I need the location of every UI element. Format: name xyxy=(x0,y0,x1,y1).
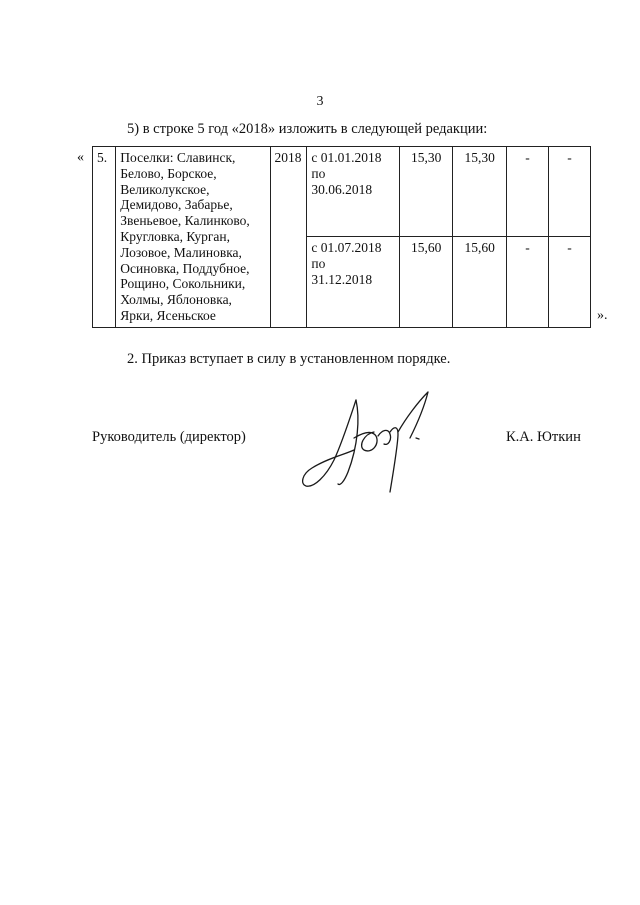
handwritten-signature xyxy=(298,388,438,508)
amendment-intro-text: 5) в строке 5 год «2018» изложить в следующей редакции: xyxy=(127,121,488,137)
order-effective-text: 2. Приказ вступает в силу в установленном порядке. xyxy=(127,351,451,367)
settlement-line: Ярки, Ясеньское xyxy=(120,307,216,323)
period-cell xyxy=(307,147,400,237)
settlement-line: Лозовое, Малиновка, xyxy=(120,244,242,260)
year-cell: 2018 xyxy=(270,147,307,328)
empty-value-cell: - xyxy=(506,147,548,237)
period-start: с 01.07.2018 xyxy=(311,240,382,256)
settlement-line: Поселки: Славинск, xyxy=(120,150,236,165)
settlement-line: Осиновка, Поддубное, xyxy=(120,260,250,276)
period-start: с 01.01.2018 xyxy=(311,150,382,165)
settlement-line: Белово, Борское, xyxy=(120,165,217,181)
settlement-line: Холмы, Яблоновка, xyxy=(120,292,232,308)
period-cell xyxy=(307,237,400,327)
settlement-line: Великолукское, xyxy=(120,181,210,197)
row-number-cell: 5. xyxy=(93,147,116,328)
tariff-value-cell: 15,60 xyxy=(399,237,453,327)
opening-quote-mark: « xyxy=(77,150,84,165)
table-row xyxy=(93,147,591,237)
period-to: по xyxy=(311,256,326,272)
period-end: 31.12.2018 xyxy=(311,271,373,287)
page-number: 3 xyxy=(316,94,324,109)
settlement-line: Рощино, Сокольники, xyxy=(120,276,246,292)
settlements-cell xyxy=(116,147,270,328)
empty-value-cell: - xyxy=(548,237,590,327)
closing-quote-mark: ». xyxy=(597,308,608,323)
tariff-value-cell: 15,30 xyxy=(453,147,507,237)
empty-value-cell: - xyxy=(548,147,590,237)
period-end: 30.06.2018 xyxy=(311,181,373,197)
tariff-value-cell: 15,60 xyxy=(453,237,507,327)
tariff-value-cell: 15,30 xyxy=(399,147,453,237)
settlement-line: Кругловка, Курган, xyxy=(120,228,231,244)
signer-title: Руководитель (директор) xyxy=(92,429,246,445)
settlement-line: Звеньевое, Калинково, xyxy=(120,213,250,229)
period-to: по xyxy=(311,165,326,181)
settlement-line: Демидово, Забарье, xyxy=(120,197,233,213)
tariff-table xyxy=(92,146,591,328)
signer-name: К.А. Юткин xyxy=(506,429,581,445)
empty-value-cell: - xyxy=(506,237,548,327)
